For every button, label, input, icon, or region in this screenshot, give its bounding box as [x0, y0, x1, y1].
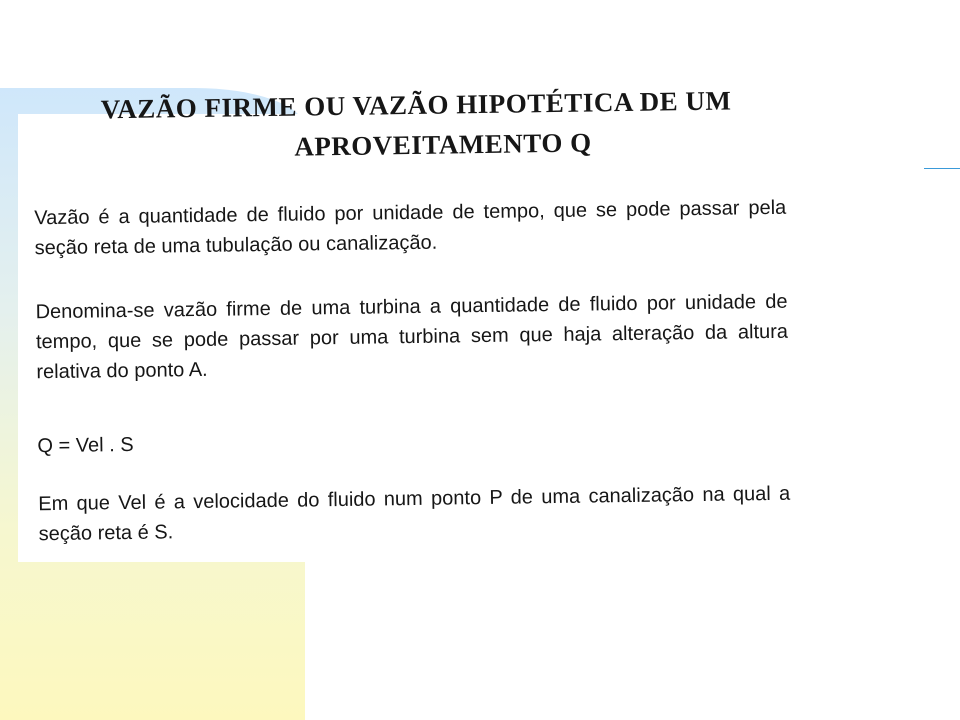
- paragraph-vazao-firme: Denomina-se vazão firme de uma turbina a quantidade de fluido por unidade de tempo, que se pode passar por uma turbina sem que haja alteração da altura relativa do ponto A.: [35, 290, 789, 384]
- paragraph-definition-vazao: Vazão é a quantidade de fluido por unidade de tempo, que se pode passar pela seção reta de uma tubulação ou canalização.: [34, 196, 787, 260]
- formula: Q = Vel . S: [37, 433, 134, 458]
- accent-line: [924, 168, 960, 169]
- document-content: [15, 85, 808, 568]
- paragraph-formula-explanation: Em que Vel é a velocidade do fluido num ponto P de uma canalização na qual a seção reta é S.: [38, 482, 791, 546]
- document-title-line-2: APROVEITAMENTO Q: [294, 127, 592, 162]
- scanned-document: [18, 85, 805, 562]
- document-title-line-1: VAZÃO FIRME OU VAZÃO HIPOTÉTICA DE UM: [100, 85, 732, 125]
